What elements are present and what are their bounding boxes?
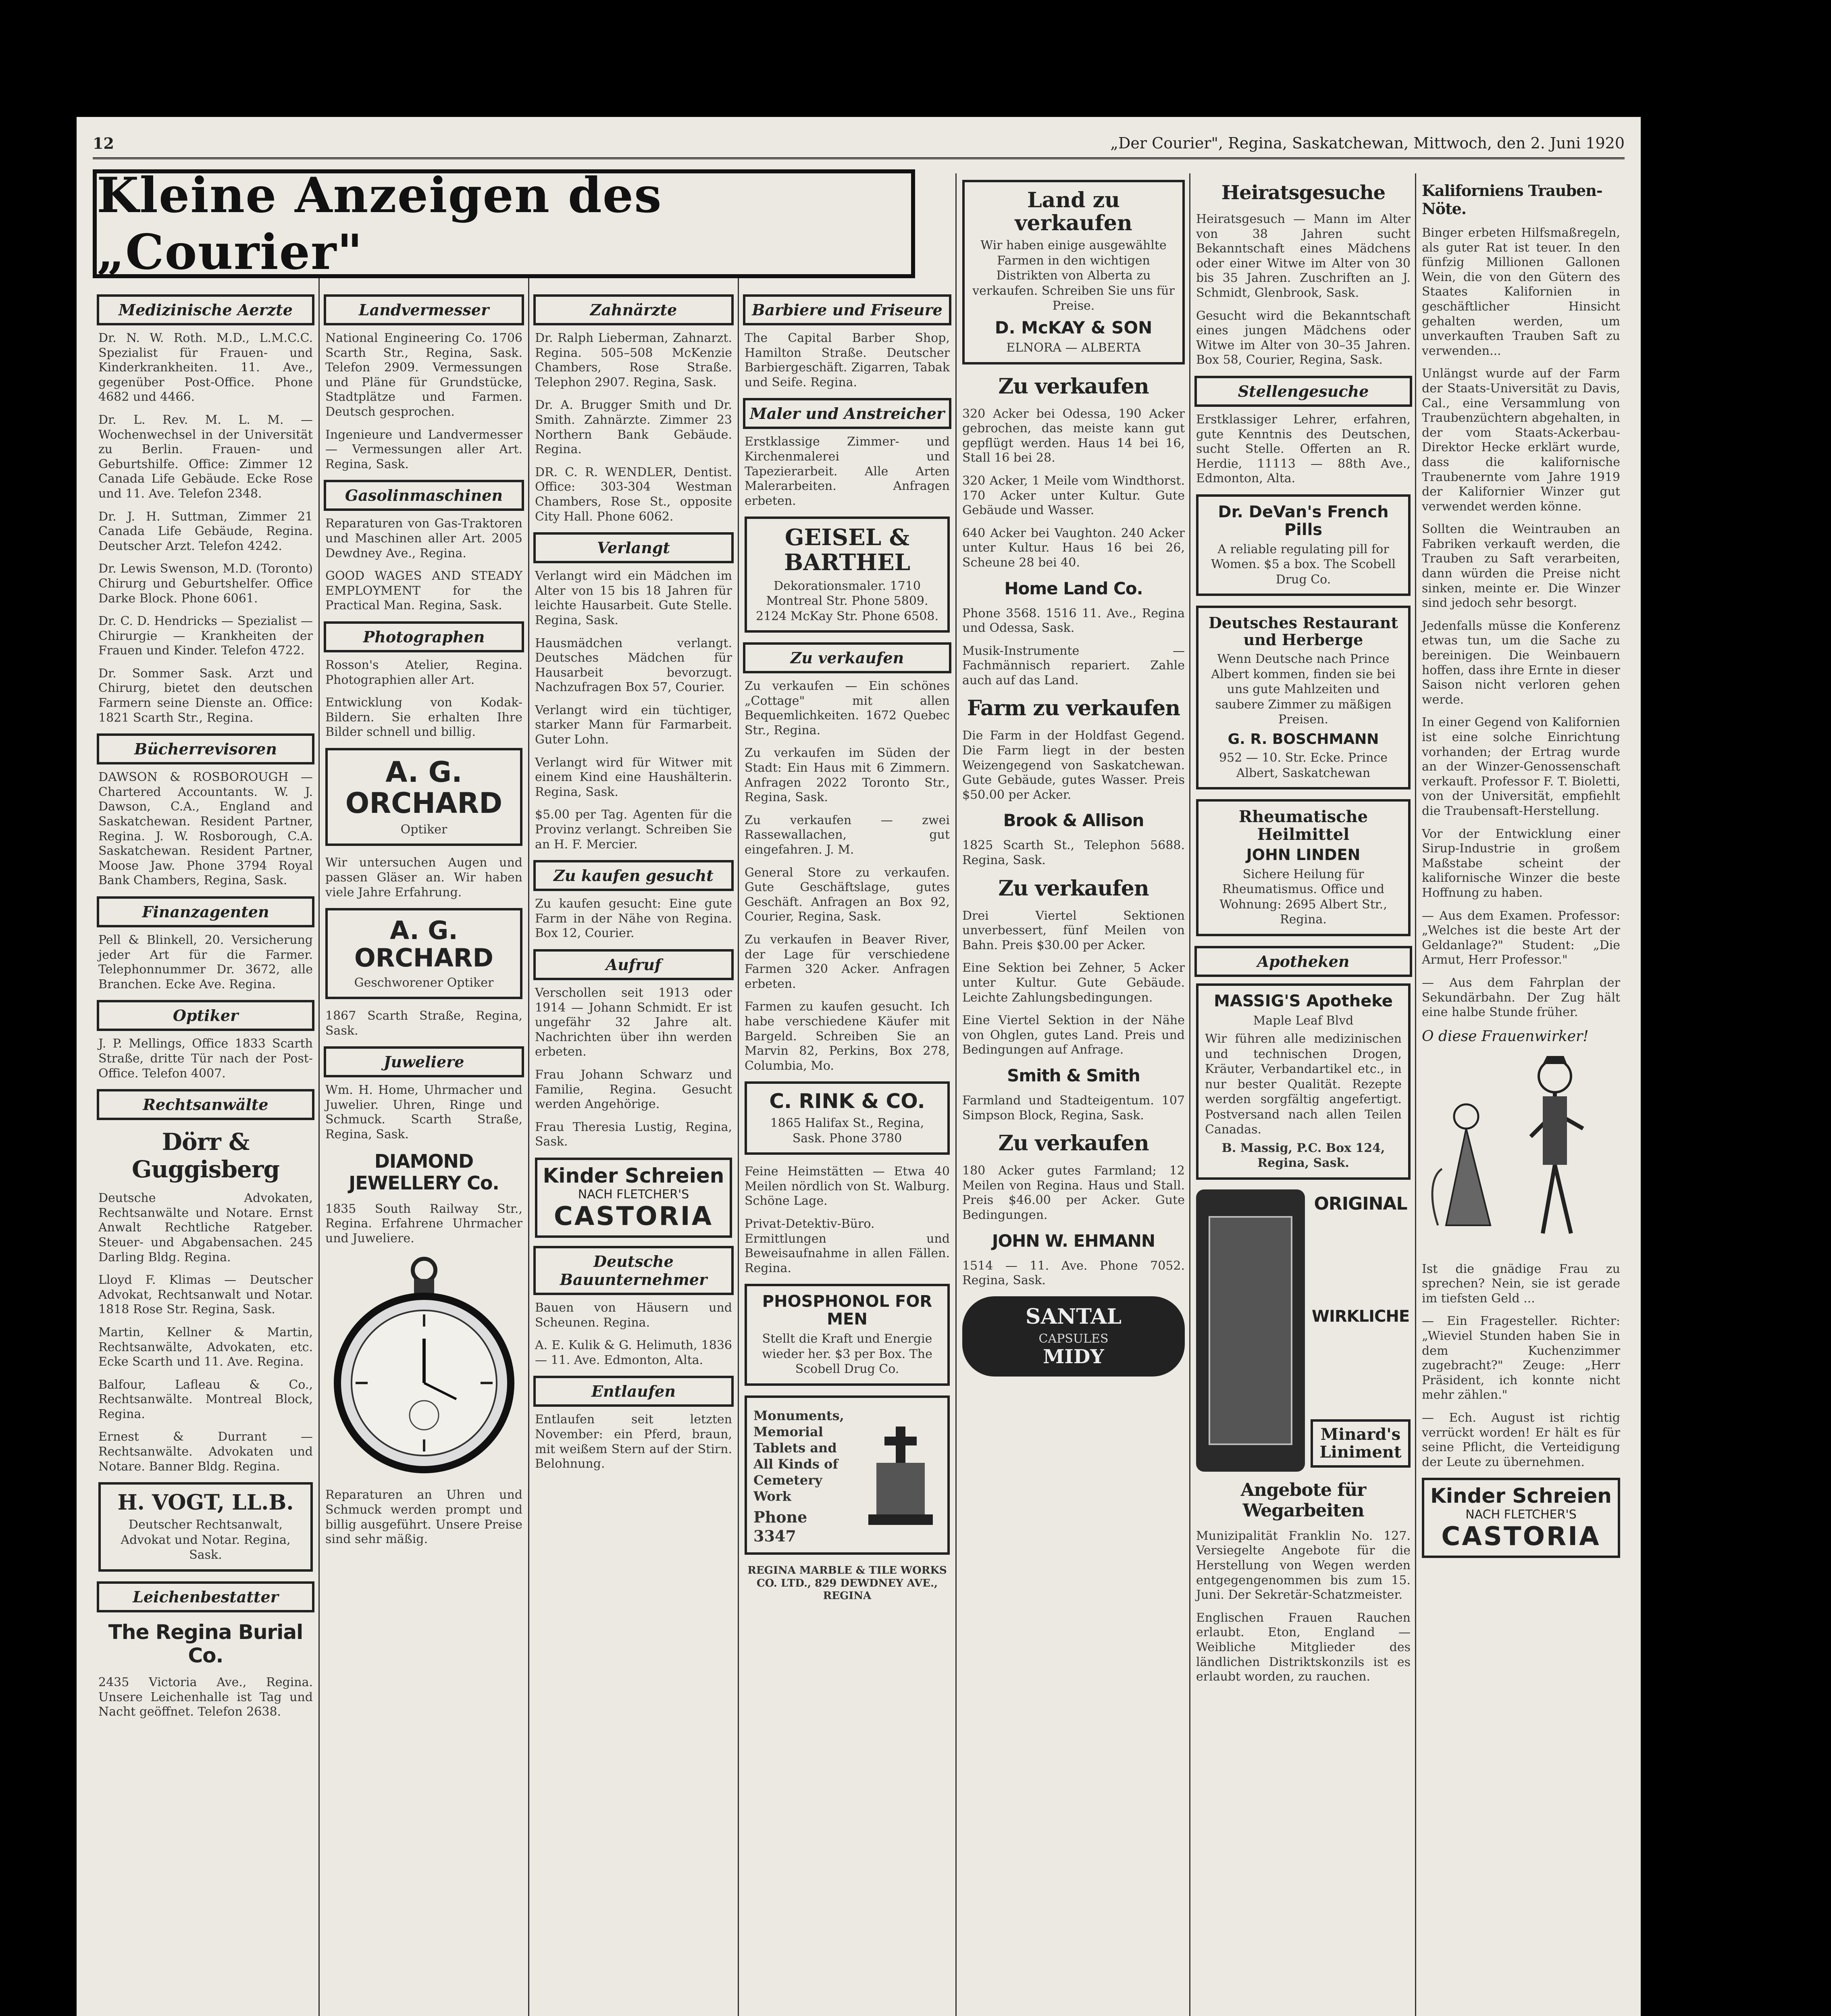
advertiser-name: JOHN W. EHMANN: [992, 1231, 1155, 1251]
ad-text: Stellt die Kraft und Energie wieder her. $3 per Box. The Scobell Drug Co.: [762, 1332, 932, 1377]
ad-text: 952 — 10. Str. Ecke. Prince Albert, Saskatchewan: [1219, 751, 1388, 780]
ad-title: Farm zu verkaufen: [967, 696, 1180, 721]
section-header: Rechtsanwälte: [97, 1089, 314, 1120]
advertiser-name: PHOSPHONOL FOR MEN: [762, 1292, 932, 1329]
advertiser-name: MASSIG'S Apotheke: [1214, 991, 1393, 1010]
boxed-ad: [745, 1081, 950, 1155]
boxed-ad: [745, 1284, 950, 1386]
classified-ad: Phone 3568. 1516 11. Ave., Regina und Odessa, Sask.: [962, 606, 1185, 635]
section-header: Photographen: [324, 621, 524, 652]
boxed-ad: [325, 908, 522, 999]
classified-ad: Munizipalität Franklin No. 127. Versiegelte Angebote für die Herstellung von Wegen werden entgegengenommen bis zum 15. Juni. Der Sekretär-Schatzmeister.: [1196, 1529, 1411, 1602]
classified-ad: Englischen Frauen Rauchen erlaubt. Eton, England — Weibliche Mitglieder des ländlichen Distriktskonzils ist es erlaubt worden, zu rauchen.: [1196, 1610, 1411, 1684]
classified-ad: Zu kaufen gesucht: Eine gute Farm in der Nähe von Regina. Box 12, Courier.: [535, 897, 732, 941]
ad-text: Wenn Deutsche nach Prince Albert kommen, finden sie bei uns gute Mahlzeiten und saubere Zimmer zu mäßigen Preisen.: [1211, 652, 1396, 727]
section-header: Zahnärzte: [533, 294, 734, 325]
ad-title: Angebote für Wegarbeiten: [1240, 1479, 1366, 1521]
section-header: Verlangt: [533, 532, 734, 563]
classified-ad: Privat-Detektiv-Büro. Ermittlungen und Beweisaufnahme in allen Fällen. Regina.: [745, 1217, 950, 1275]
classified-ad: Zu verkaufen — Ein schönes „Cottage" mit allen Bequemlichkeiten. 1672 Quebec Str., Regina.: [745, 679, 950, 737]
ad-title: WIRKLICHE: [1311, 1307, 1410, 1326]
santal-ad: [962, 1296, 1185, 1377]
ad-text: Sichere Heilung für Rheumatismus. Office und Wohnung: 2695 Albert Str., Regina.: [1219, 867, 1387, 927]
ad-text: Wir führen alle medizinischen und technischen Drogen, Kräuter, Verbandartikel etc., in nur bester Qualität. Rezepte werden sorgfältig angefertigt. Postversand nach allen Teilen Canadas.: [1205, 1032, 1402, 1137]
section-header: Entlaufen: [533, 1376, 734, 1407]
classified-ad: J. P. Mellings, Office 1833 Scarth Straße, dritte Tür nach der Post-Office. Telefon 4007.: [98, 1037, 313, 1081]
column-6: [1189, 173, 1416, 2016]
article-paragraph: — Aus dem Fahrplan der Sekundärbahn. Der Zug hält eine halbe Stunde früher.: [1422, 975, 1620, 1020]
classified-ad: Dr. Ralph Lieberman, Zahnarzt. Regina. 505–508 McKenzie Chambers, Rose Straße. Telephon 2907. Regina, Sask.: [535, 331, 732, 389]
ad-text: Optiker: [400, 822, 447, 837]
article-paragraph: In einer Gegend von Kalifornien ist eine solche Einrichtung vorhanden; der Ertrag wurde an der Winzer-Genossenschaft verkauft. Professor F. T. Bioletti, von der Universität, empfiehlt die Traubensaft-Herstellung.: [1422, 715, 1620, 818]
classified-ad: Erstklassiger Lehrer, erfahren, gute Kenntnis des Deutschen, sucht Stelle. Offerten an R. Herdie, 11113 — 88th Ave., Edmonton, Alta.: [1196, 412, 1411, 486]
classified-ad: GOOD WAGES AND STEADY EMPLOYMENT for the Practical Man. Regina, Sask.: [325, 569, 522, 613]
section-header: Deutsche Bauunternehmer: [533, 1246, 734, 1295]
advertiser-name: SANTAL: [1025, 1304, 1122, 1329]
classified-ad: Heiratsgesuch — Mann im Alter von 38 Jahren sucht Bekanntschaft eines Mädchens oder einer Witwe im Alter von 30 bis 35 Jahren. Zuschriften an J. Schmidt, Glenbrook, Sask.: [1196, 212, 1411, 300]
castoria-ad: [1422, 1478, 1620, 1558]
ad-title: Rheumatische Heilmittel: [1238, 807, 1368, 844]
section-header: Zu verkaufen: [743, 642, 951, 673]
classified-ad: Eine Viertel Sektion in der Nähe von Ohglen, gutes Land. Preis und Bedingungen auf Anfrage.: [962, 1013, 1185, 1057]
classified-ad: Drei Viertel Sektionen unverbessert, fünf Meilen von Bahn. Preis $30.00 per Acker.: [962, 908, 1185, 952]
classified-ad: Ingenieure und Landvermesser — Vermessungen aller Art. Regina, Sask.: [325, 427, 522, 471]
classified-ad: Feine Heimstätten — Etwa 40 Meilen nördlich von St. Walburg. Schöne Lage.: [745, 1164, 950, 1208]
castoria-brand: CASTORIA: [553, 1201, 714, 1231]
classified-ad: General Store zu verkaufen. Gute Geschäftslage, gutes Geschäft. Anfragen an Box 92, Courier, Regina, Sask.: [745, 865, 950, 924]
classified-ad: 1825 Scarth St., Telephon 5688. Regina, Sask.: [962, 838, 1185, 868]
boxed-ad: [1311, 1419, 1411, 1468]
article-paragraph: Jedenfalls müsse die Konferenz etwas tun, um die Sache zu bereinigen. Die Weinbauern hoffen, dass ihre Ernte in dieser Saison nicht verloren gehen werde.: [1422, 619, 1620, 707]
classified-ad: Farmen zu kaufen gesucht. Ich habe verschiedene Käufer mit Bargeld. Schreiben Sie an Marvin 82, Perkins, Box 278, Columbia, Mo.: [745, 1000, 950, 1073]
castoria-line-2: NACH FLETCHER'S: [578, 1187, 689, 1202]
classified-ad: Frau Johann Schwarz und Familie, Regina. Gesucht werden Angehörige.: [535, 1067, 732, 1112]
ad-title: Heiratsgesuche: [1221, 181, 1386, 204]
section-header: Medizinische Aerzte: [97, 294, 314, 325]
ad-text: Maple Leaf Blvd: [1253, 1013, 1354, 1028]
classified-ad: Eine Sektion bei Zehner, 5 Acker unter Kultur. Gute Gebäude. Leichte Zahlungsbedingungen.: [962, 961, 1185, 1005]
ad-text: B. Massig, P.C. Box 124, Regina, Sask.: [1221, 1141, 1385, 1170]
boxed-ad: [1196, 606, 1411, 789]
section-header: Finanzagenten: [97, 896, 314, 927]
article-headline: Kaliforniens Trauben-Nöte.: [1422, 181, 1602, 218]
section-header: Juweliere: [324, 1046, 524, 1077]
castoria-ad: [535, 1158, 732, 1238]
classified-ad: 1867 Scarth Straße, Regina, Sask.: [325, 1009, 522, 1038]
classified-ad: Wm. H. Home, Uhrmacher und Juwelier. Uhren, Ringe und Schmuck. Scarth Straße, Regina, Sask.: [325, 1083, 522, 1141]
boxed-ad: [325, 748, 522, 846]
newspaper-page: [77, 117, 1641, 2016]
classified-ad: Ernest & Durrant — Rechtsanwälte. Advokaten und Notare. Banner Bldg. Regina.: [98, 1430, 313, 1474]
classified-ad: DAWSON & ROSBOROUGH — Chartered Accountants. W. J. Dawson, C.A., England and Saskatchewan. Resident Partner, Regina. J. W. Rosborough, C.A. Saskatchewan. Resident Partner, Moose Jaw. Phone 3794 Royal Bank Chambers, Regina, Sask.: [98, 770, 313, 888]
castoria-brand: CASTORIA: [1441, 1522, 1601, 1552]
section-header: Stellengesuche: [1194, 376, 1412, 407]
boxed-ad: [1196, 799, 1411, 936]
classified-ad: Verlangt wird ein Mädchen im Alter von 15 bis 18 Jahren für leichte Hausarbeit. Gute Stelle. Regina, Sask.: [535, 569, 732, 627]
boxed-ad: [1196, 494, 1411, 596]
ad-text: Deutscher Rechtsanwalt, Advokat und Notar. Regina, Sask.: [121, 1518, 291, 1562]
section-header: Maler und Anstreicher: [743, 398, 951, 429]
advertiser-name: JOHN LINDEN: [1246, 846, 1361, 864]
classified-ad: Reparaturen von Gas-Traktoren und Maschinen aller Art. 2005 Dewdney Ave., Regina.: [325, 516, 522, 560]
section-header: Landvermesser: [324, 294, 524, 325]
section-header: Aufruf: [533, 949, 734, 980]
column-1: [93, 173, 318, 2016]
classified-ad: Dr. N. W. Roth. M.D., L.M.C.C. Spezialist für Frauen- und Kinderkrankheiten. 11. Ave., gegenüber Post-Office. Phone 4682 und 4466.: [98, 331, 313, 404]
classified-ad: Martin, Kellner & Martin, Rechtsanwälte, Advokaten, etc. Ecke Scarth und 11. Ave. Regina.: [98, 1325, 313, 1369]
article-paragraph: — Ech. August ist richtig verrückt worden! Er hält es für seine Pflicht, die Verteidigung der Leute zu übernehmen.: [1422, 1411, 1620, 1469]
classified-ad: Frau Theresia Lustig, Regina, Sask.: [535, 1120, 732, 1149]
ad-title: ORIGINAL: [1314, 1193, 1407, 1214]
section-header: Optiker: [97, 1000, 314, 1031]
article-paragraph: — Ein Fragesteller. Richter: „Wieviel Stunden haben Sie in dem Kuchenzimmer zugebracht?" Zeuge: „Herr Präsident, ich konnte nicht mehr zählen.": [1422, 1314, 1620, 1402]
advertiser-name: Smith & Smith: [1007, 1065, 1140, 1085]
boxed-ad: [98, 1482, 313, 1572]
advertiser-name: GEISEL & BARTHEL: [784, 524, 910, 576]
article-paragraph: Binger erbeten Hilfsmaßregeln, als guter Rat ist teuer. In den fünfzig Millionen Gallonen Wein, die von den Gütern des Staates Kalifornien in geschäftlicher Hinsicht gehalten werden, um unverkauften Trauben Saft zu verwenden...: [1422, 226, 1620, 358]
classified-ad: Dr. C. D. Hendricks — Spezialist — Chirurgie — Krankheiten der Frauen und Kinder. Telefon 4722.: [98, 614, 313, 658]
classified-ad: Zu verkaufen — zwei Rassewallachen, gut eingefahren. J. M.: [745, 813, 950, 857]
monuments-firm: REGINA MARBLE & TILE WORKS CO. LTD., 829 DEWDNEY AVE., REGINA: [747, 1564, 947, 1602]
cartoon-illustration: [1422, 1028, 1620, 1254]
classified-ad: Balfour, Lafleau & Co., Rechtsanwälte. Montreal Block, Regina.: [98, 1377, 313, 1421]
classified-ad: DR. C. R. WENDLER, Dentist. Office: 303-304 Westman Chambers, Rose St., opposite City Hall. Phone 6062.: [535, 465, 732, 524]
ad-text: A reliable regulating pill for Women. $5 a box. The Scobell Drug Co.: [1211, 542, 1396, 587]
classified-ad: A. E. Kulik & G. Helimuth, 1836 — 11. Ave. Edmonton, Alta.: [535, 1338, 732, 1367]
boxed-ad: [745, 516, 950, 633]
classified-ad: Zu verkaufen im Süden der Stadt: Ein Haus mit 6 Zimmern. Anfragen 2022 Toronto Str., Regina, Sask.: [745, 746, 950, 805]
castoria-line-2: NACH FLETCHER'S: [1465, 1508, 1577, 1522]
column-5: [955, 173, 1190, 2016]
monuments-ad: [745, 1395, 950, 1555]
advertiser-name: D. McKAY & SON: [995, 317, 1153, 337]
classified-ad: Farmland und Stadteigentum. 107 Simpson Block, Regina, Sask.: [962, 1093, 1185, 1123]
classified-ad: National Engineering Co. 1706 Scarth Str., Regina, Sask. Telefon 2909. Vermessungen und Pläne für Grundstücke, Stadtplätze und Farmen. Deutsch gesprochen.: [325, 331, 522, 419]
article-paragraph: Sollten die Weintrauben an Fabriken verkauft werden, die Trauben zu Saft verarbeiten, dann würden die Preise nicht sinken, meinte er. Die Winzer sind jedoch sehr besorgt.: [1422, 522, 1620, 610]
gravestone-icon: [860, 1422, 941, 1527]
article-paragraph: Ist die gnädige Frau zu sprechen? Nein, sie ist gerade im tiefsten Geld ...: [1422, 1262, 1620, 1306]
ad-title: Zu verkaufen: [998, 1131, 1149, 1156]
ad-text: Wir haben einige ausgewählte Farmen in den wichtigen Distrikten von Alberta zu verkaufen. Schreiben Sie uns für Preise.: [972, 238, 1175, 313]
advertiser-name: Home Land Co.: [1004, 578, 1143, 598]
classified-ad: Verschollen seit 1913 oder 1914 — Johann Schmidt. Er ist ungefähr 32 Jahre alt. Nachrichten über ihn werden erbeten.: [535, 986, 732, 1059]
classified-ad: 1835 South Railway Str., Regina. Erfahrene Uhrmacher und Juweliere.: [325, 1202, 522, 1245]
cartoon-caption: O diese Frauenwirker!: [1422, 1028, 1589, 1045]
classified-ad: Dr. Lewis Swenson, M.D. (Toronto) Chirurg und Geburtshelfer. Office Darke Block. Phone 6061.: [98, 562, 313, 606]
advertiser-name: Dörr & Guggisberg: [131, 1128, 280, 1183]
advertiser-name: A. G. ORCHARD: [345, 755, 503, 820]
classified-ad: 1514 — 11. Ave. Phone 7052. Regina, Sask.: [962, 1258, 1185, 1288]
column-7: [1415, 173, 1626, 2016]
classified-ad: Die Farm in der Holdfast Gegend. Die Farm liegt in der besten Weizengegend von Saskatchewan. Gute Gebäude, gutes Wasser. Preis $50.00 per Acker.: [962, 729, 1185, 802]
minard-ad: [1196, 1189, 1411, 1472]
classified-ad: Deutsche Advokaten, Rechtsanwälte und Notare. Ernst Anwalt Rechtliche Ratgeber. Steuer- und Abgabensachen. 245 Darling Bldg. Regina.: [98, 1191, 313, 1264]
running-head: [93, 129, 1625, 159]
classified-ad: Dr. A. Brugger Smith und Dr. Smith. Zahnärzte. Zimmer 23 Northern Bank Gebäude. Regina.: [535, 398, 732, 457]
ad-title: Land zu verkaufen: [1015, 188, 1132, 236]
classified-ad: 180 Acker gutes Farmland; 12 Meilen von Regina. Haus und Stall. Preis $46.00 per Acker. Gute Bedingungen.: [962, 1164, 1185, 1222]
classified-ad: Rosson's Atelier, Regina. Photographien aller Art.: [325, 658, 522, 687]
advertiser-name: DIAMOND JEWELLERY Co.: [349, 1150, 499, 1194]
pocket-watch-icon: [331, 1254, 517, 1480]
classified-ad: Dr. Sommer Sask. Arzt und Chirurg, bietet den deutschen Farmern seine Dienste an. Office: 1821 Scarth Str., Regina.: [98, 666, 313, 725]
section-header: Bücherrevisoren: [97, 733, 314, 764]
advertiser-name: H. VOGT, LL.B.: [117, 1490, 294, 1515]
section-header: Apotheken: [1194, 946, 1412, 977]
classified-ad: Verlangt wird für Witwer mit einem Kind eine Haushälterin. Regina, Sask.: [535, 755, 732, 799]
ad-text: Dekorationsmaler. 1710 Montreal Str. Phone 5809. 2124 McKay Str. Phone 6508.: [756, 579, 938, 623]
article-paragraph: Unlängst wurde auf der Farm der Staats-Universität zu Davis, Cal., eine Versammlung von Traubenzüchtern abgehalten, in der vom Staats-Ackerbau-Direktor Hecke erklärt wurde, dass die kalifornische Traubenernte vom Jahre 1919 der Kalifornier Winzer gut verwendet werden könne.: [1422, 367, 1620, 514]
paper-line: „Der Courier", Regina, Saskatchewan, Mittwoch, den 2. Juni 1920: [1110, 134, 1625, 152]
section-header: Leichenbestatter: [97, 1581, 314, 1612]
classified-ad: Wir untersuchen Augen und passen Gläser an. Wir haben viele Jahre Erfahrung.: [325, 856, 522, 900]
ad-text: 1865 Halifax St., Regina, Sask. Phone 3780: [770, 1116, 924, 1145]
classified-ad: $5.00 per Tag. Agenten für die Provinz verlangt. Schreiben Sie an H. F. Mercier.: [535, 808, 732, 852]
classified-ad: Verlangt wird ein tüchtiger, starker Mann für Farmarbeit. Guter Lohn.: [535, 703, 732, 747]
classified-ad: Bauen von Häusern und Scheunen. Regina.: [535, 1300, 732, 1330]
phone-number: Phone 3347: [753, 1508, 807, 1545]
column-4: [738, 173, 955, 2016]
classified-ad: The Capital Barber Shop, Hamilton Straße. Deutscher Barbiergeschäft. Zigarren, Tabak und Seife. Regina.: [745, 331, 950, 389]
classified-ad: Musik-Instrumente — Fachmännisch repariert. Zahle auch auf das Land.: [962, 644, 1185, 687]
classified-ad: Reparaturen an Uhren und Schmuck werden prompt und billig ausgeführt. Unsere Preise sind sehr mäßig.: [325, 1488, 522, 1547]
classified-ad: Dr. J. H. Suttman, Zimmer 21 Canada Life Gebäude, Regina. Deutscher Arzt. Telefon 4242.: [98, 509, 313, 553]
classified-ad: Zu verkaufen in Beaver River, der Lage für verschiedene Farmen 320 Acker. Anfragen erbeten.: [745, 932, 950, 991]
classified-ad: Pell & Blinkell, 20. Versicherung jeder Art für die Farmer. Telephonnummer Dr. 3672, alle Branchen. Ecke Ave. Regina.: [98, 933, 313, 991]
classified-ad: 320 Acker, 1 Meile vom Windthorst. 170 Acker unter Kultur. Gute Gebäude und Wasser.: [962, 473, 1185, 518]
liniment-bottle-icon: [1196, 1189, 1305, 1472]
classified-ad: 640 Acker bei Vaughton. 240 Acker unter Kultur. Haus 16 bei 26, Scheune 28 bei 40.: [962, 526, 1185, 570]
page-number: 12: [93, 134, 114, 152]
advertiser-name: Dr. DeVan's French Pills: [1218, 502, 1389, 539]
classified-ad: Gesucht wird die Bekanntschaft eines jungen Mädchens oder Witwe im Alter von 30–35 Jahren. Box 58, Courier, Regina, Sask.: [1196, 308, 1411, 367]
classified-ad: Erstklassige Zimmer- und Kirchenmalerei und Tapezierarbeit. Alle Arten Malerarbeiten. Anfragen erbeten.: [745, 435, 950, 508]
ad-title: Deutsches Restaurant und Herberge: [1208, 614, 1398, 649]
section-header: Gasolinmaschinen: [324, 480, 524, 511]
brand-name: Minard's Liniment: [1319, 1425, 1402, 1462]
classified-ad: Entlaufen seit letzten November: ein Pferd, braun, mit weißem Stern auf der Stirn. Belohnung.: [535, 1412, 732, 1471]
classified-ad: 2435 Victoria Ave., Regina. Unsere Leichenhalle ist Tag und Nacht geöffnet. Telefon 2638.: [98, 1675, 313, 1719]
article-paragraph: Vor der Entwicklung einer Sirup-Industrie in großem Maßstabe scheint der kalifornische Winzer die beste Hoffnung zu haben.: [1422, 827, 1620, 900]
advertiser-name: C. RINK & CO.: [769, 1089, 925, 1113]
ad-title: Zu verkaufen: [998, 374, 1149, 399]
column-3: [528, 173, 738, 2016]
ad-text: CAPSULES: [1038, 1331, 1109, 1346]
article-paragraph: — Aus dem Examen. Professor: „Welches ist die beste Art der Geldanlage?" Student: „Die Armut, Herr Professor.": [1422, 908, 1620, 967]
section-header: Zu kaufen gesucht: [533, 860, 734, 891]
ad-text: Monuments, Memorial Tablets and All Kinds of Cemetery Work: [753, 1408, 844, 1504]
castoria-line-1: Kinder Schreien: [1430, 1484, 1612, 1508]
brand-name: MIDY: [1043, 1345, 1104, 1368]
ad-text: Geschworener Optiker: [354, 975, 494, 990]
boxed-ad: [962, 180, 1185, 364]
classified-ad: Hausmädchen verlangt. Deutsches Mädchen für Hausarbeit bevorzugt. Nachzufragen Box 57, Courier.: [535, 636, 732, 695]
advertiser-name: The Regina Burial Co.: [108, 1620, 303, 1667]
ad-text: ELNORA — ALBERTA: [1006, 341, 1141, 355]
advertiser-name: A. G. ORCHARD: [354, 916, 494, 973]
classified-ad: Dr. L. Rev. M. L. M. — Wochenwechsel in der Universität zu Berlin. Frauen- und Geburtshilfe. Office: Zimmer 12 Canada Life Gebäude. Ecke Rose und 11. Ave. Telefon 2348.: [98, 412, 313, 501]
castoria-line-1: Kinder Schreien: [543, 1164, 724, 1187]
advertiser-name: Brook & Allison: [1003, 810, 1144, 831]
boxed-ad: [1196, 983, 1411, 1180]
advertiser-name: G. R. BOSCHMANN: [1228, 731, 1379, 748]
banner-heading: [93, 167, 915, 281]
classified-ad: 320 Acker bei Odessa, 190 Acker gebrochen, das meiste kann gut gepflügt werden. Haus 14 bei 16, Stall 16 bei 28.: [962, 406, 1185, 465]
cartoon-figures-icon: [1422, 1048, 1615, 1241]
ad-title: Zu verkaufen: [998, 876, 1149, 901]
section-header: Barbiere und Friseure: [743, 294, 951, 325]
banner-text: Kleine Anzeigen des „Courier": [97, 167, 662, 281]
classified-ad: Lloyd F. Klimas — Deutscher Advokat, Rechtsanwalt und Notar. 1818 Rose Str. Regina, Sask.: [98, 1273, 313, 1317]
classified-ad: Entwicklung von Kodak-Bildern. Sie erhalten Ihre Bilder schnell und billig.: [325, 696, 522, 739]
column-2: [318, 173, 528, 2016]
